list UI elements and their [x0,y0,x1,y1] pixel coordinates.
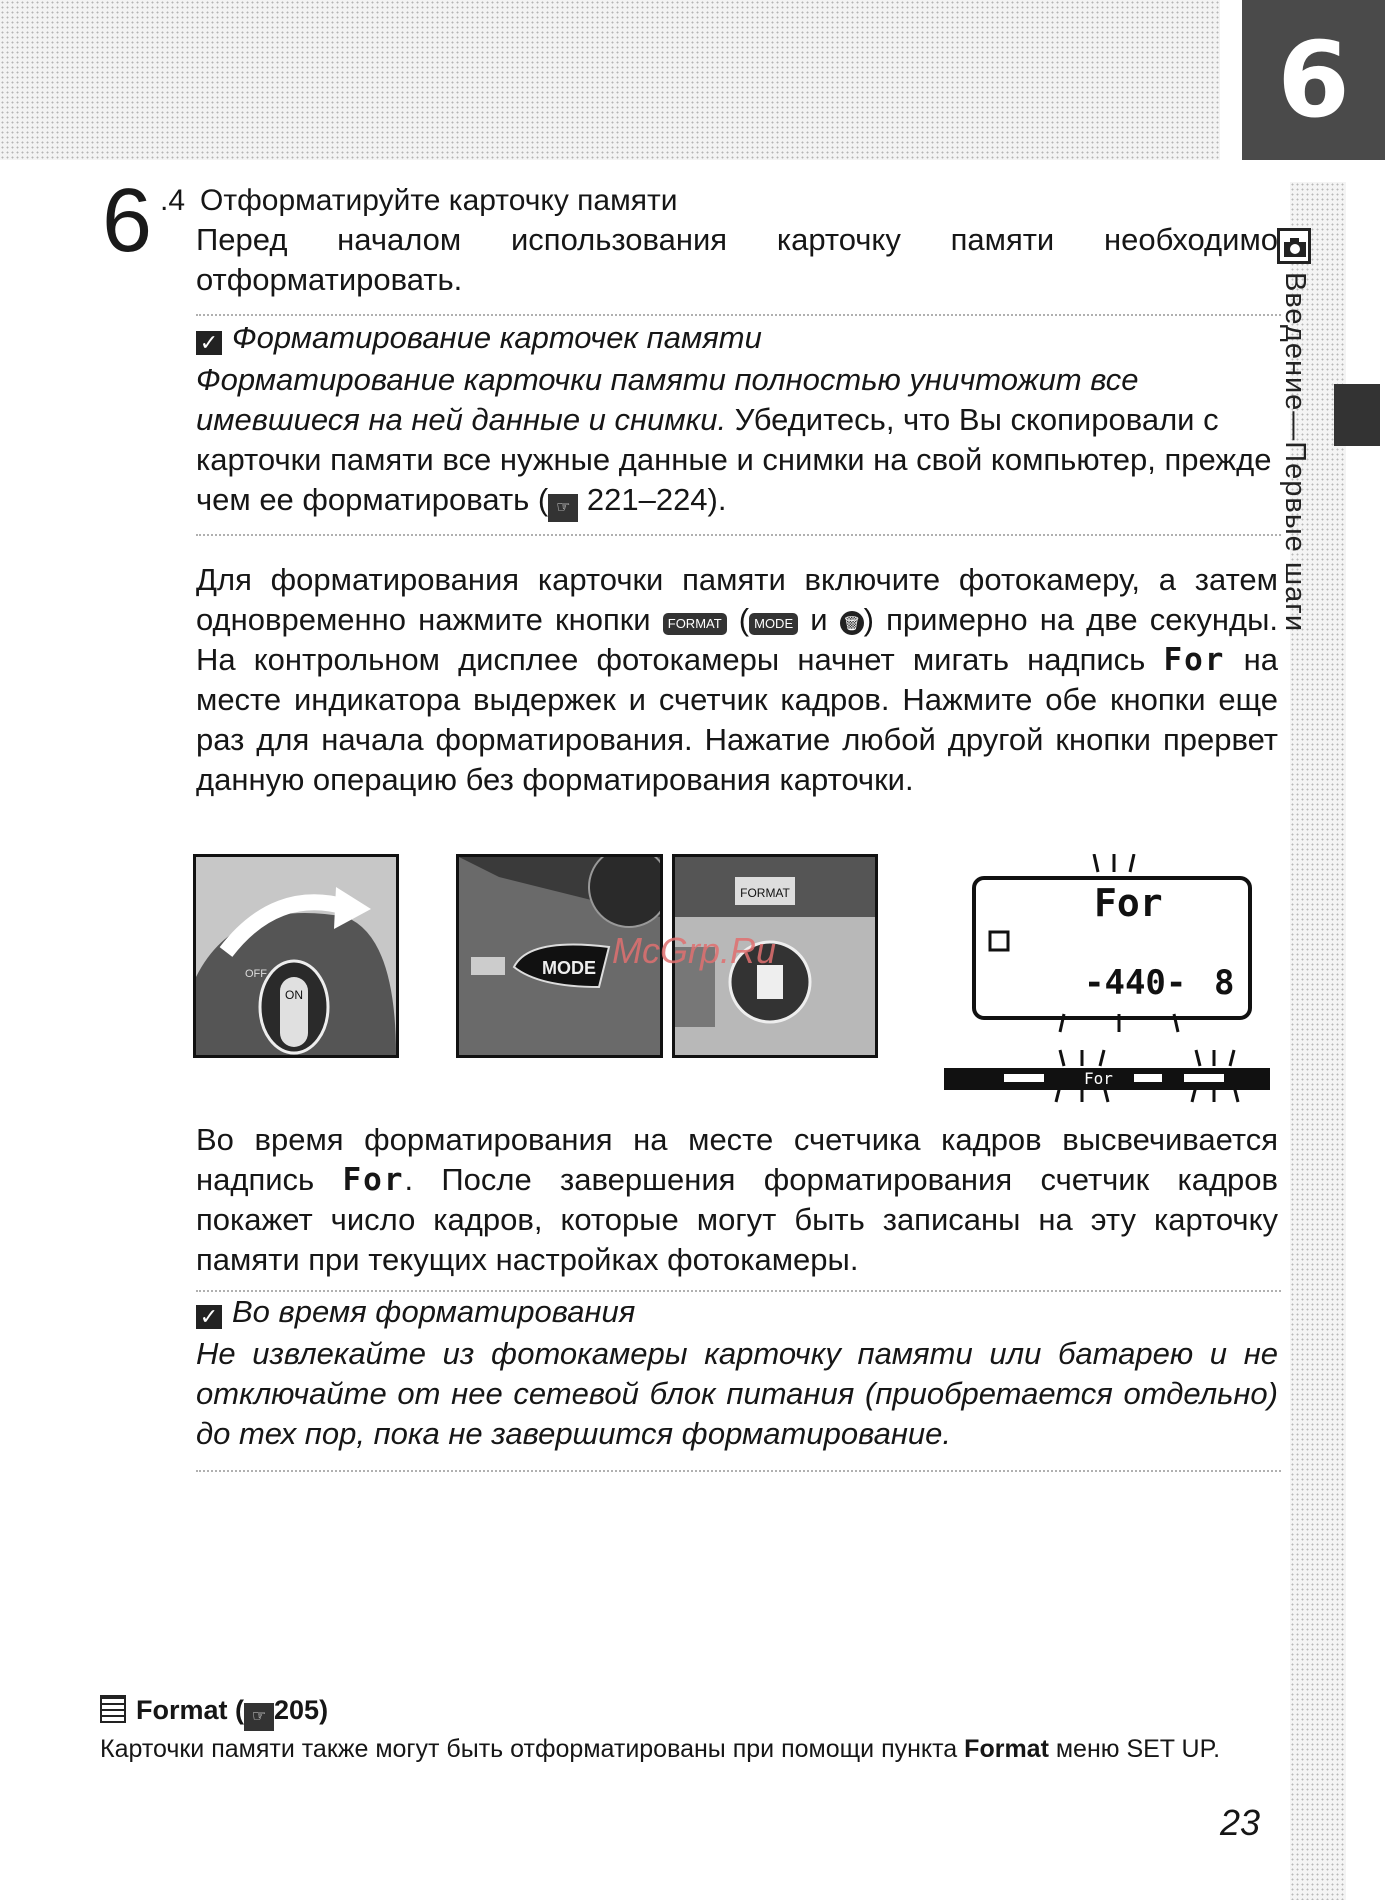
side-section-marker [1334,384,1380,446]
page-reference-icon: ☞ [548,494,578,522]
viewfinder-for-text: For [1084,1069,1113,1088]
lcd-frame-counter: -440- [1084,963,1187,1003]
switch-off-label: OFF [245,968,267,980]
page-reference-icon: ☞ [244,1703,274,1731]
note-heading [196,318,1278,358]
progress-part2: . После завершения форматирования счетчик кадров покажет число кадров, которые могут быть записаны на эту карточку памяти при текущих настройках фотокамеры. [196,1162,1278,1277]
step-index: .4 [160,184,186,217]
power-switch-photo [193,854,399,1058]
footer-heading-text: Format ( [136,1695,244,1725]
note-advice: Убедитесь, что Вы скопировали с карточки памяти все нужные данные и снимки на свой компьютер, прежде чем ее форматировать ( [196,402,1272,517]
step-intro: Перед началом использования карточку памяти необходимо отформатировать. [196,222,1278,297]
chapter-tab [1242,0,1385,160]
note-title: Во время форматирования [232,1294,636,1329]
paren-open: ( [726,602,750,637]
watermark: McGrp.Ru [612,930,777,971]
format-button-icon: FORMAT [663,613,727,635]
footer-text-start: Карточки памяти также могут быть отформатированы при помощи пункта [100,1735,965,1763]
footer-text-end: меню SET UP. [1048,1735,1221,1763]
note-warning: Форматирование карточки памяти полностью уничтожит все имевшиеся на ней данные и снимки. [196,362,1139,437]
trash-icon: 🗑 [840,611,864,635]
lcd-for-text: For [1094,881,1163,925]
step-number: 6 [102,171,153,271]
footer-heading [100,1695,328,1731]
footer-text [100,1733,1280,1765]
footer-heading-end: ) [319,1695,329,1725]
lcd-frame-digit: 8 [1214,963,1235,1003]
progress-part1: Во время форматирования на месте счетчика кадров высвечивается надпись [196,1122,1278,1197]
switch-on-label: ON [285,988,303,1002]
for-indicator: For [1163,642,1226,678]
document-icon [100,1695,126,1723]
conjunction: и [798,602,840,637]
checkmark-icon: ✓ [196,331,222,355]
page-number: 23 [1220,1802,1261,1843]
header-halftone-band [0,0,1220,160]
instructions-part2: ) примерно на две секунды. На контрольном дисплее фотокамеры начнет мигать надпись [196,602,1278,677]
chapter-number: 6 [1277,19,1350,141]
format-label: FORMAT [740,886,790,900]
mode-label: MODE [542,958,596,978]
checkmark-icon: ✓ [196,1305,222,1329]
step-title: Отформатируйте карточку памяти [200,184,678,217]
reference-pages: 221–224 [586,482,708,517]
note-title: Форматирование карточек памяти [232,320,762,355]
control-panel-diagram [944,854,1270,1104]
divider [196,314,1281,316]
instructions-part3: на месте индикатора выдержек и счетчик кадров. Нажмите обе кнопки еще раз для начала форматирования. Нажатие любой другой кнопки прервет данную операцию без форматирования карточки. [196,642,1278,797]
divider [196,1470,1281,1472]
formatting-progress-text [196,1120,1278,1280]
divider [196,534,1281,536]
note-body: Не извлекайте из фотокамеры карточку памяти или батарею и не отключайте от нее сетевой блок питания (приобретается отдельно) до тех пор, пока не завершится форматирование. [196,1336,1278,1451]
instructions-part1: Для форматирования карточки памяти включите фотокамеру, а затем одновременно нажмите кнопки [196,562,1278,637]
for-indicator: For [342,1162,405,1198]
camera-icon [1277,228,1311,264]
format-instructions [196,560,1278,800]
note-end: ). [707,482,727,517]
note-heading [196,1292,1278,1332]
footer-text-bold: Format [964,1735,1049,1763]
mode-button-icon: MODE [749,613,798,635]
note-body [196,360,1278,522]
footer-ref-page: 205 [274,1695,320,1725]
side-tab-label: Введение—Первые шаги [1279,272,1311,633]
